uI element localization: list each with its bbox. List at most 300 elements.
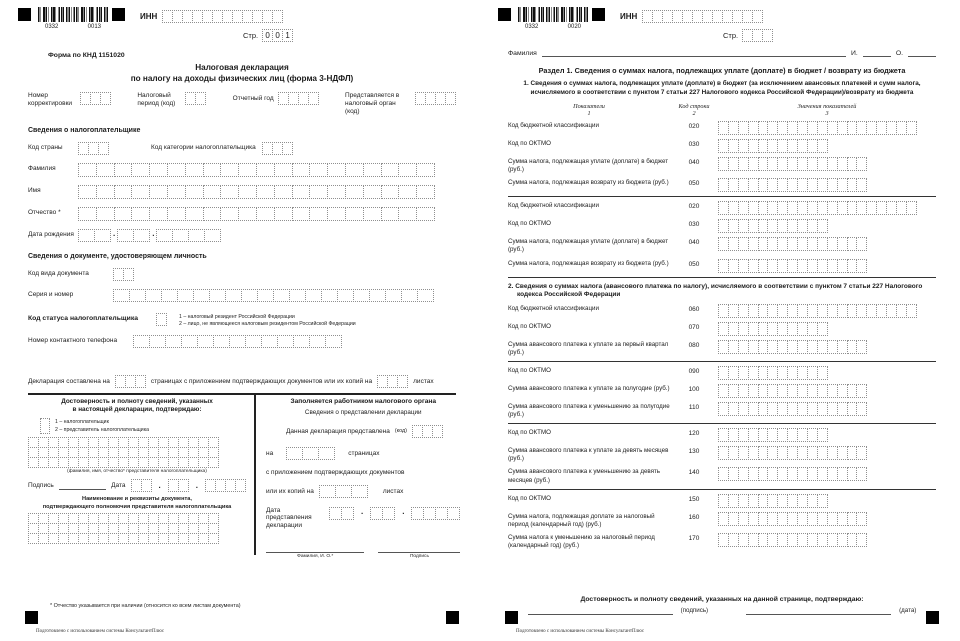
form-row-160 — [508, 512, 936, 529]
firstname-label: Имя — [28, 186, 41, 194]
representative-fio-caption: (фамилия, имя, отчество* представителя налогоплательщика) — [67, 469, 207, 475]
form-row-100 — [508, 384, 936, 398]
row-value-cells — [718, 219, 828, 233]
value-cell — [817, 366, 828, 380]
input-cell — [762, 29, 773, 42]
input-cell — [274, 207, 293, 221]
input-cell — [363, 207, 382, 221]
col-indicators-header: Показатели 1 — [573, 103, 605, 118]
pages-count-line — [28, 375, 456, 388]
registration-mark — [112, 8, 125, 21]
input-cell — [272, 10, 283, 23]
input-cell — [167, 185, 186, 199]
row-line-code: 050 — [688, 180, 700, 188]
birthdate-day-cells — [78, 229, 111, 242]
input-cell — [309, 335, 326, 348]
input-cell — [145, 289, 162, 302]
input-cell — [129, 289, 146, 302]
official-pages-cells — [286, 447, 335, 460]
barcode-number-left: 0332 — [45, 24, 59, 30]
signer-option-representative: 2 – представитель налогоплательщика — [55, 426, 149, 433]
confirm-signature-caption: (подпись) — [680, 607, 709, 614]
row-value-cells — [718, 201, 917, 215]
input-cell — [381, 163, 400, 177]
patronymic-label: Отчество * — [28, 208, 61, 216]
input-cell — [752, 10, 763, 23]
value-cell — [856, 178, 867, 192]
input-cell — [447, 507, 460, 520]
initial-o-line — [908, 49, 936, 57]
row-label: Код по ОКТМО — [508, 367, 551, 375]
row-line-code: 030 — [688, 221, 700, 229]
row-value-cells — [718, 157, 867, 171]
confirm-date-line — [746, 614, 891, 615]
input-cell — [165, 335, 182, 348]
row-line-code: 130 — [688, 448, 700, 456]
value-cell — [906, 201, 917, 215]
input-cell — [131, 163, 150, 177]
row-label: Сумма налога к уменьшению за налоговый период (календарный год) (руб.) — [508, 533, 655, 549]
submitted-code-cells — [412, 425, 443, 438]
table-header — [508, 103, 936, 117]
input-cell — [385, 289, 402, 302]
input-cell — [96, 207, 115, 221]
input-cell — [208, 533, 219, 544]
input-cell: 1 — [282, 29, 293, 42]
input-cell — [398, 163, 417, 177]
input-cell — [277, 335, 294, 348]
authority-doc-title-line2: подтверждающего полномочия представителя налогоплательщика — [42, 503, 232, 510]
input-cell — [100, 92, 111, 105]
value-cell — [856, 340, 867, 354]
row-value-cells — [718, 139, 828, 153]
section-divider — [508, 489, 936, 490]
form-knd-code: Форма по КНД 1151020 — [48, 52, 125, 59]
row-value-cells — [718, 237, 867, 251]
value-cell — [817, 494, 828, 508]
input-cell — [353, 289, 370, 302]
value-cell — [817, 428, 828, 442]
form-row-060 — [508, 304, 936, 318]
input-cell — [341, 507, 354, 520]
signature-line — [59, 482, 106, 490]
country-code-cells — [78, 142, 109, 155]
input-cell — [363, 185, 382, 199]
form-row-030 — [508, 139, 936, 153]
value-cell — [856, 467, 867, 481]
initial-i-line — [863, 49, 891, 57]
tax-authority-label: Представляется в налоговый орган (код) — [344, 92, 400, 115]
doc-type-code-cells — [113, 268, 134, 281]
value-cell — [856, 446, 867, 460]
consultant-footer: Подготовлено с использованием системы КонсультантПлюс — [36, 629, 165, 634]
trust-title-line1: Достоверность и полноту сведений, указанных — [61, 398, 213, 405]
page-number-cells — [742, 29, 773, 42]
barcode-number-right: 0020 — [567, 24, 581, 30]
input-cell — [256, 163, 275, 177]
input-cell — [416, 185, 435, 199]
signer-option-taxpayer: 1 – налогоплательщик — [55, 418, 109, 425]
value-cell — [856, 259, 867, 273]
row-value-cells — [718, 428, 828, 442]
input-cell: 0 — [272, 29, 283, 42]
input-cell — [238, 163, 257, 177]
input-cell — [203, 207, 222, 221]
official-sheets-label: листах — [382, 487, 404, 495]
report-year-label: Отчетный год — [232, 95, 274, 103]
input-cell — [417, 289, 434, 302]
input-cell — [345, 163, 364, 177]
input-cell — [220, 163, 239, 177]
input-cell — [398, 207, 417, 221]
input-cell — [131, 185, 150, 199]
tax-authority-cells — [415, 92, 456, 105]
input-cell — [286, 447, 303, 460]
input-cell — [325, 335, 342, 348]
copies-label: или их копий на — [266, 487, 314, 495]
input-cell — [309, 207, 328, 221]
report-year-cells — [278, 92, 319, 105]
row-label: Сумма авансового платежа к уплате за девять месяцев (руб.) — [508, 447, 669, 463]
input-cell — [208, 457, 219, 468]
row-line-code: 110 — [688, 404, 700, 412]
signature-block — [28, 393, 456, 559]
value-cell — [856, 512, 867, 526]
authority-doc-grid — [28, 513, 219, 544]
row-value-cells — [718, 304, 917, 318]
input-cell — [203, 163, 222, 177]
value-cell — [817, 322, 828, 336]
input-cell — [369, 289, 386, 302]
phone-label: Номер контактного телефона — [28, 337, 118, 345]
col-line-code-header: Код строки 2 — [678, 103, 710, 118]
input-cell — [327, 185, 346, 199]
input-cell — [398, 185, 417, 199]
section1-title: Раздел 1. Сведения о суммах налога, подлежащих уплате (доплате) в бюджет / возврату из бюджета — [538, 66, 906, 75]
sheets-count-cells — [377, 375, 408, 388]
signer-type-field — [40, 418, 246, 435]
official-signature-caption: Подпись — [409, 553, 429, 559]
row-value-cells — [718, 121, 917, 135]
input-cell — [382, 507, 395, 520]
page-number-label: Стр. — [723, 31, 739, 40]
input-cell — [78, 163, 97, 177]
form-row-090 — [508, 366, 936, 380]
input-cell — [241, 289, 258, 302]
row-value-cells — [718, 467, 867, 481]
inn-field — [620, 10, 763, 23]
sign-date-month — [168, 479, 189, 492]
input-cell — [133, 335, 150, 348]
row-label: Сумма налога, подлежащая уплате (доплате) в бюджет (руб.) — [508, 238, 669, 254]
input-cell — [167, 207, 186, 221]
page-number-label: Стр. — [243, 31, 259, 40]
input-cell — [94, 229, 111, 242]
input-cell — [203, 185, 222, 199]
input-cell — [345, 185, 364, 199]
input-cell — [141, 479, 152, 492]
input-cell — [213, 335, 230, 348]
form-row-130 — [508, 446, 936, 463]
form-row-020 — [508, 121, 936, 135]
tax-period-cells — [185, 92, 206, 105]
input-cell — [149, 335, 166, 348]
input-cell — [235, 479, 246, 492]
input-cell — [238, 207, 257, 221]
attach-label: с приложением подтверждающих документов — [266, 468, 405, 476]
page-number-cells — [262, 29, 293, 42]
section-divider — [508, 423, 936, 424]
form-row-050 — [508, 259, 936, 273]
row-value-cells — [718, 322, 828, 336]
taxpayer-status-label: Код статуса налогоплательщика — [28, 314, 139, 322]
trust-title-line2: в настоящей декларации, подтверждаю: — [72, 406, 202, 414]
section-divider — [508, 196, 936, 197]
input-cell — [445, 92, 456, 105]
input-cell — [345, 207, 364, 221]
official-subtitle: Сведения о представлении декларации — [304, 408, 422, 416]
row-value-cells — [718, 512, 867, 526]
taxpayer-category-cells — [262, 142, 293, 155]
form-row-080 — [508, 340, 936, 357]
input-cell — [195, 92, 206, 105]
input-cell — [229, 335, 246, 348]
input-cell — [363, 163, 382, 177]
firstname-cells — [78, 185, 435, 199]
input-cell — [117, 229, 134, 242]
correction-label: Номер корректировки — [28, 92, 73, 107]
form-barcode — [38, 7, 108, 22]
registration-mark — [18, 8, 31, 21]
row-line-code: 040 — [688, 239, 700, 247]
pages-count-text3: листах — [413, 378, 434, 385]
value-cell — [817, 139, 828, 153]
input-cell — [113, 289, 130, 302]
tax-period-label: Налоговый период (код) — [137, 92, 176, 107]
input-cell — [238, 185, 257, 199]
page-number-field — [723, 29, 773, 42]
sign-date-day — [131, 479, 152, 492]
input-cell — [185, 185, 204, 199]
inn-label: ИНН — [620, 12, 638, 21]
row-label: Код бюджетной классификации — [508, 122, 599, 130]
input-cell — [337, 289, 354, 302]
row-label: Код по ОКТМО — [508, 323, 551, 331]
input-cell — [114, 163, 133, 177]
input-cell — [209, 289, 226, 302]
input-cell — [292, 207, 311, 221]
input-cell — [309, 185, 328, 199]
subsection2-title: 2. Сведения о суммах налога (авансового платежа по налогу), исчисляемого в соответствии с пунктом 7 статьи 227 Налогового кодекса Российской Федерации — [508, 282, 923, 299]
sign-date-year — [205, 479, 246, 492]
input-cell — [274, 163, 293, 177]
input-cell — [256, 185, 275, 199]
inn-field — [140, 10, 283, 23]
phone-cells — [133, 335, 342, 348]
page-confirm-text: Достоверность и полноту сведений, указанных на данной странице, подтверждаю: — [580, 596, 864, 603]
input-cell — [193, 289, 210, 302]
input-cell — [293, 335, 310, 348]
input-cell — [135, 375, 146, 388]
doc-type-code-label: Код вида документа — [28, 269, 89, 277]
confirm-date-caption: (дата) — [899, 607, 917, 614]
surname-line — [542, 49, 846, 57]
input-cell — [197, 335, 214, 348]
page2-content — [508, 48, 936, 554]
submitted-code-label: (код) — [394, 428, 407, 435]
form-barcode — [518, 7, 588, 22]
form-row-050 — [508, 178, 936, 192]
input-cell — [432, 425, 443, 438]
taxpayer-status-cell — [156, 313, 167, 326]
official-signature-line — [378, 552, 460, 553]
input-cell — [161, 289, 178, 302]
row-label: Сумма авансового платежа к уплате за первый квартал (руб.) — [508, 341, 669, 357]
input-cell — [327, 163, 346, 177]
input-cell — [78, 207, 97, 221]
declaration-page-2 — [480, 0, 960, 641]
input-cell — [78, 185, 97, 199]
value-cell — [856, 157, 867, 171]
input-cell — [319, 485, 336, 498]
birthdate-month-cells — [117, 229, 150, 242]
input-cell — [167, 163, 186, 177]
form-title-line1: Налоговая декларация — [195, 63, 289, 72]
initial-i-label: И. — [851, 50, 858, 57]
section1-rows — [508, 121, 936, 550]
row-line-code: 070 — [688, 324, 700, 332]
country-code-label: Код страны — [28, 143, 63, 151]
barcode-number-left: 0332 — [525, 24, 539, 30]
input-cell — [381, 207, 400, 221]
submission-date-label: Дата представления декларации — [266, 506, 312, 530]
trust-column: Достоверность и полноту сведений, указанных в настоящей декларации, подтверждаю: 1 – налогоплательщик 2 – представитель налогоплательщика (фамилия, имя, отчество* представителя налогоплательщика) Подпись Дата . . Наименование и реквизиты документа, подтверждающего полномочия представителя налогоплательщика — [28, 395, 256, 555]
official-name-line — [266, 552, 364, 553]
input-cell — [292, 185, 311, 199]
input-cell — [220, 207, 239, 221]
input-cell — [256, 207, 275, 221]
surname-initials-row — [508, 49, 936, 57]
subsection1-title: 1. Сведения о суммах налога, подлежащих уплате (доплате) в бюджет (за исключением авансовых платежей и сумм налога, исчисляемого в соответствии с пунктом 7 статьи 227 Налогового кодекса Российской Федерации)/возврату из бюджета — [523, 80, 921, 96]
row-value-cells — [718, 533, 867, 547]
input-cell — [98, 142, 109, 155]
barcode-number — [38, 24, 108, 30]
patronymic-cells — [78, 207, 435, 221]
representative-fio-grid — [28, 437, 219, 468]
form-title — [28, 62, 456, 84]
registration-mark — [25, 611, 38, 624]
pages-count-cells — [115, 375, 146, 388]
pages-count-text2: страницах с приложением подтверждающих документов или их копий на — [150, 378, 373, 385]
initial-o-label: О. — [895, 50, 903, 57]
row-label: Код по ОКТМО — [508, 429, 551, 437]
section-taxpayer-heading: Сведения о налогоплательщике — [28, 126, 141, 134]
row-label: Код бюджетной классификации — [508, 202, 599, 210]
signature-label: Подпись — [28, 482, 54, 490]
input-cell — [177, 289, 194, 302]
input-cell — [308, 92, 319, 105]
row-label: Сумма авансового платежа к уменьшению за полугодие (руб.) — [508, 403, 670, 419]
input-cell — [114, 185, 133, 199]
row-value-cells — [718, 384, 867, 398]
value-cell — [817, 219, 828, 233]
status-note-resident: 1 – налоговый резидент Российской Федерации — [179, 313, 295, 320]
input-cell — [305, 289, 322, 302]
value-cell — [856, 237, 867, 251]
input-cell — [416, 207, 435, 221]
form-title-line2: по налогу на доходы физических лиц (форма 3-НДФЛ) — [130, 74, 354, 84]
input-cell — [96, 185, 115, 199]
submission-date-day — [329, 507, 354, 520]
form-row-040 — [508, 157, 936, 174]
input-cell — [149, 163, 168, 177]
input-cell — [133, 229, 150, 242]
row-value-cells — [718, 494, 828, 508]
official-column: Заполняется работником налогового органа Сведения о представлении декларации Данная декларация представлена (код) на страницах с приложением подтверждающих документов или их копий на листах Дата представления декларации . . Фамилия, И. О.* Подпись — [256, 395, 460, 555]
row-label: Сумма налога, подлежащая доплате за налоговый период (календарный год) (руб.) — [508, 512, 655, 528]
input-cell — [123, 268, 134, 281]
input-cell — [204, 229, 221, 242]
registration-mark — [498, 8, 511, 21]
registration-mark — [446, 611, 459, 624]
input-cell — [114, 207, 133, 221]
top-fields-row — [28, 92, 456, 115]
page-number-field — [243, 29, 293, 42]
input-cell — [381, 185, 400, 199]
input-cell — [321, 289, 338, 302]
pages-count-text1: Декларация составлена на — [28, 378, 110, 385]
row-line-code: 020 — [688, 123, 700, 131]
page-confirm-block — [508, 596, 936, 615]
barcode-number — [518, 24, 588, 30]
form-row-020 — [508, 201, 936, 215]
input-cell — [220, 185, 239, 199]
row-line-code: 050 — [688, 260, 700, 268]
input-cell — [172, 229, 189, 242]
doc-series-label: Серия и номер — [28, 290, 74, 298]
taxpayer-status-notes — [179, 313, 356, 330]
birthdate-year-cells — [156, 229, 221, 242]
birthdate-label: Дата рождения — [28, 230, 74, 238]
correction-cells — [80, 92, 111, 105]
row-line-code: 030 — [688, 141, 700, 149]
submission-date-month — [370, 507, 395, 520]
input-cell: 0 — [262, 29, 273, 42]
input-cell — [302, 447, 319, 460]
form-row-110 — [508, 402, 936, 419]
input-cell — [156, 313, 167, 326]
official-name-caption: Фамилия, И. О.* — [297, 553, 334, 559]
surname-label: Фамилия — [28, 164, 56, 172]
input-cell — [292, 163, 311, 177]
input-cell — [245, 335, 262, 348]
official-sheets-cells — [319, 485, 368, 498]
row-label: Сумма налога, подлежащая возврату из бюджета (руб.) — [508, 179, 669, 187]
value-cell — [856, 533, 867, 547]
row-label: Сумма авансового платежа к уплате за полугодие (руб.) — [508, 385, 670, 393]
form-row-150 — [508, 494, 936, 508]
input-cell — [225, 289, 242, 302]
row-value-cells — [718, 402, 867, 416]
row-line-code: 040 — [688, 159, 700, 167]
signer-type-cell — [40, 418, 50, 434]
row-line-code: 100 — [688, 386, 700, 394]
row-line-code: 170 — [688, 534, 700, 542]
input-cell — [185, 163, 204, 177]
input-cell — [335, 485, 352, 498]
input-cell — [289, 289, 306, 302]
value-cell — [906, 121, 917, 135]
